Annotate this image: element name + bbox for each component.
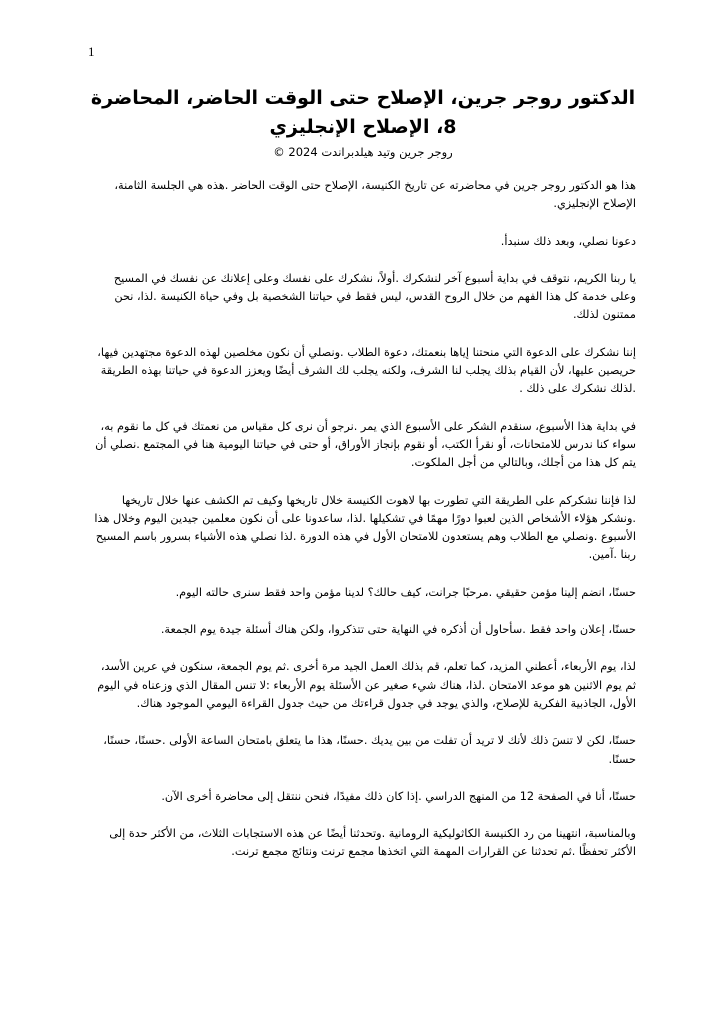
paragraph-reminder: حسنًا، لكن لا تنسَ ذلك لأنك لا تريد أن تفلت من بين يديك .حسنًا، هذا ما يتعلق بامتحان الساعة الأولى .حسنًا، حسنًا، حسنًا.	[103, 734, 636, 766]
paragraph-prayer-2: إننا نشكرك على الدعوة التي منحتنا إياها بنعمتك، دعوة الطلاب .ونصلي أن نكون مخلصين لهذه الدعوة مجتهدين فيها، حريصين عليها، لأن القيام بذلك يجلب لنا الشرف، ولكنه يجلب لك الشرف أيضًا ويعزز الدعوة في حياتنا بهذه الطريقة .لذلك نشكرك على ذلك .	[97, 345, 636, 396]
document-page	[90, 84, 636, 881]
document-title: الدكتور روجر جرين، الإصلاح حتى الوقت الحاضر، المحاضرة 8، الإصلاح الإنجليزي	[90, 87, 636, 138]
paragraph-intro: هذا هو الدكتور روجر جرين في محاضرته عن تاريخ الكنيسة، الإصلاح حتى الوقت الحاضر .هذه هي الجلسة الثامنة، الإصلاح الإنجليزي.	[114, 179, 636, 211]
copyright-byline: روجر جرين وتيد هيلدبراندت 2024 ©	[273, 145, 453, 159]
paragraph-prayer-1: يا ربنا الكريم، نتوقف في بداية أسبوع آخر لنشكرك .أولاً، نشكرك على نفسك وعلى إعلانك عن نفسك في المسيح وعلى خدمة كل هذا الفهم من خلال الروح القدس، ليس فقط في حياتنا الشخصية بل وفي حياة الكنيسة .لذا، نحن ممتنون لذلك.	[113, 271, 636, 322]
paragraph-prayer-invite: دعونا نصلي، وبعد ذلك سنبدأ.	[500, 234, 636, 248]
paragraph-recap: وبالمناسبة، انتهينا من رد الكنيسة الكاثوليكية الرومانية .وتحدثنا أيضًا عن هذه الاستجابات الثلاث، من الأكثر حدة إلى الأكثر تحفظًا .ثم تحدثنا عن القرارات المهمة التي اتخذها مجمع ترنت ونتائج مجمع ترنت.	[109, 827, 636, 859]
paragraph-prayer-3: في بداية هذا الأسبوع، سنقدم الشكر على الأسبوع الذي يمر .نرجو أن نرى كل مقياس من نعمتك في كل ما نقوم به، سواء كنا ندرس للامتحانات، أو نقرأ الكتب، أو نقوم بإنجاز الأوراق، أو حتى في حياتنا اليومية هنا في المجتمع .نصلي أن يتم كل هذا من أجلك، وبالتالي من أجل الملكوت.	[95, 419, 636, 470]
page-number: 1	[88, 44, 95, 59]
paragraph-syllabus: حسنًا، أنا في الصفحة 12 من المنهج الدراسي .إذا كان ذلك مفيدًا، فنحن ننتقل إلى محاضرة أخرى الآن.	[161, 789, 636, 803]
paragraph-prayer-4: لذا فإننا نشكركم على الطريقة التي تطورت بها لاهوت الكنيسة خلال تاريخها وكيف تم الكشف عنها خلال تاريخها .ونشكر هؤلاء الأشخاص الذين لعبوا دورًا مهمًا في تشكيلها .لذا، ساعدونا على أن نكون معلمين جيدين اليوم وخلال هذا الأسبوع .ونصلي مع الطلاب وهم يستعدون للامتحان الأول في هذه الدورة .لذا نصلي هذه الأشياء بسرور باسم المسيح ربنا .آمين.	[94, 493, 636, 562]
paragraph-announcement: حسنًا، إعلان واحد فقط .سأحاول أن أذكره في النهاية حتى تتذكروا، ولكن هناك أسئلة جيدة يوم الجمعة.	[160, 623, 636, 637]
document-body	[90, 177, 636, 862]
paragraph-schedule: لذا، يوم الأربعاء، أعطني المزيد، كما تعلم، قم بذلك العمل الجيد مرة أخرى .ثم يوم الجمعة، سنكون في عرين الأسد، ثم يوم الاثنين هو موعد الامتحان .لذا، هناك شيء صغير عن الأسئلة يوم الأربعاء :لا تنس المقال الذي وزعناه في اليوم الأول، الجاذبية الفكرية للإصلاح، والذي يوجد في جدول قراءتك من حيث جدول القراءة اليومي الموجود هناك.	[97, 660, 636, 710]
paragraph-greeting: حسنًا، انضم إلينا مؤمن حقيقي .مرحبًا جرانت، كيف حالك؟ لدينا مؤمن واحد فقط سنرى حالته اليوم.	[175, 585, 636, 599]
